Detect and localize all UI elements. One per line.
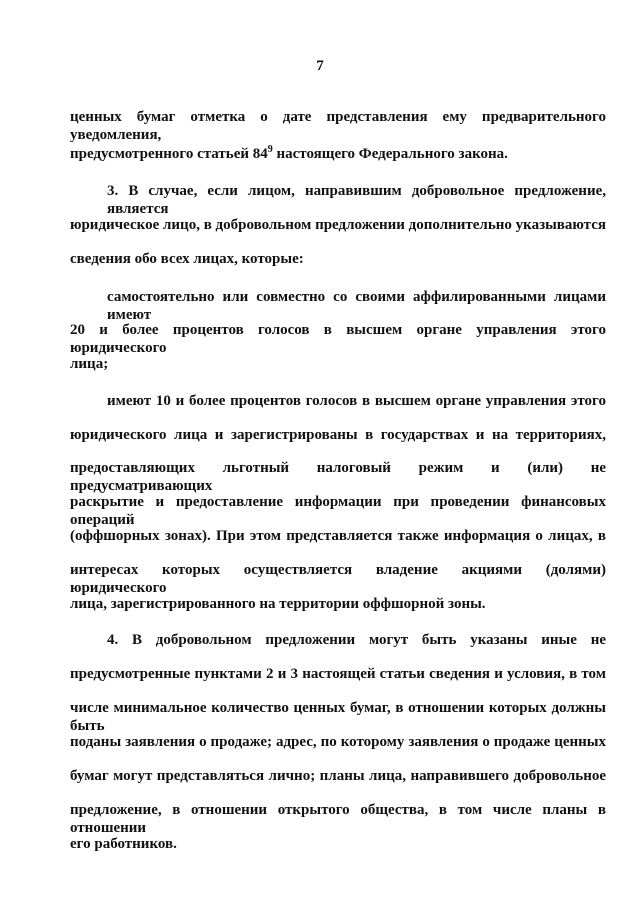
text-line: сведения обо всех лицах, которые: [70,251,304,267]
text-line: предоставляющих льготный налоговый режим и (или) не предусматривающих [70,460,606,494]
text-line: предложение, в отношении открытого общества, в том числе планы в отношении [70,802,606,836]
text-line: имеют 10 и более процентов голосов в высшем органе управления этого [107,393,606,409]
text-line: самостоятельно или совместно со своими аффилированными лицами имеют [107,289,606,323]
text-line: 4. В добровольном предложении могут быть указаны иные не [107,632,606,648]
text-line: юридического лица и зарегистрированы в государствах и на территориях, [70,427,606,443]
text-fragment: настоящего Федерального закона. [272,146,508,162]
text-line: его работников. [70,836,177,852]
text-line: ценных бумаг отметка о дате представления ему предварительного уведомления, [70,109,606,143]
text-line: лица, зарегистрированного на территории оффшорной зоны. [70,596,486,612]
text-line: 3. В случае, если лицом, направившим добровольное предложение, является [107,183,606,217]
text-fragment: предусмотренного статьей 84 [70,146,268,162]
text-line: юридическое лицо, в добровольном предложении дополнительно указываются [70,217,607,233]
text-line: бумаг могут представляться лично; планы лица, направившего добровольное [70,768,606,784]
text-line: числе минимальное количество ценных бумаг, в отношении которых должны быть [70,700,606,734]
page-number: 7 [316,58,324,74]
text-line: 20 и более процентов голосов в высшем органе управления этого юридического [70,322,606,356]
text-line: интересах которых осуществляется владение акциями (долями) юридического [70,562,606,596]
text-line: лица; [70,356,109,372]
text-line: раскрытие и предоставление информации при проведении финансовых операций [70,494,606,528]
superscript: 9 [267,144,273,155]
text-line: поданы заявления о продаже; адрес, по которому заявления о продаже ценных [70,734,606,750]
text-line: предусмотренные пунктами 2 и 3 настоящей статьи сведения и условия, в том [70,666,606,682]
text-line-with-superscript [70,141,508,163]
text-line: (оффшорных зонах). При этом представляется также информация о лицах, в [70,528,606,544]
